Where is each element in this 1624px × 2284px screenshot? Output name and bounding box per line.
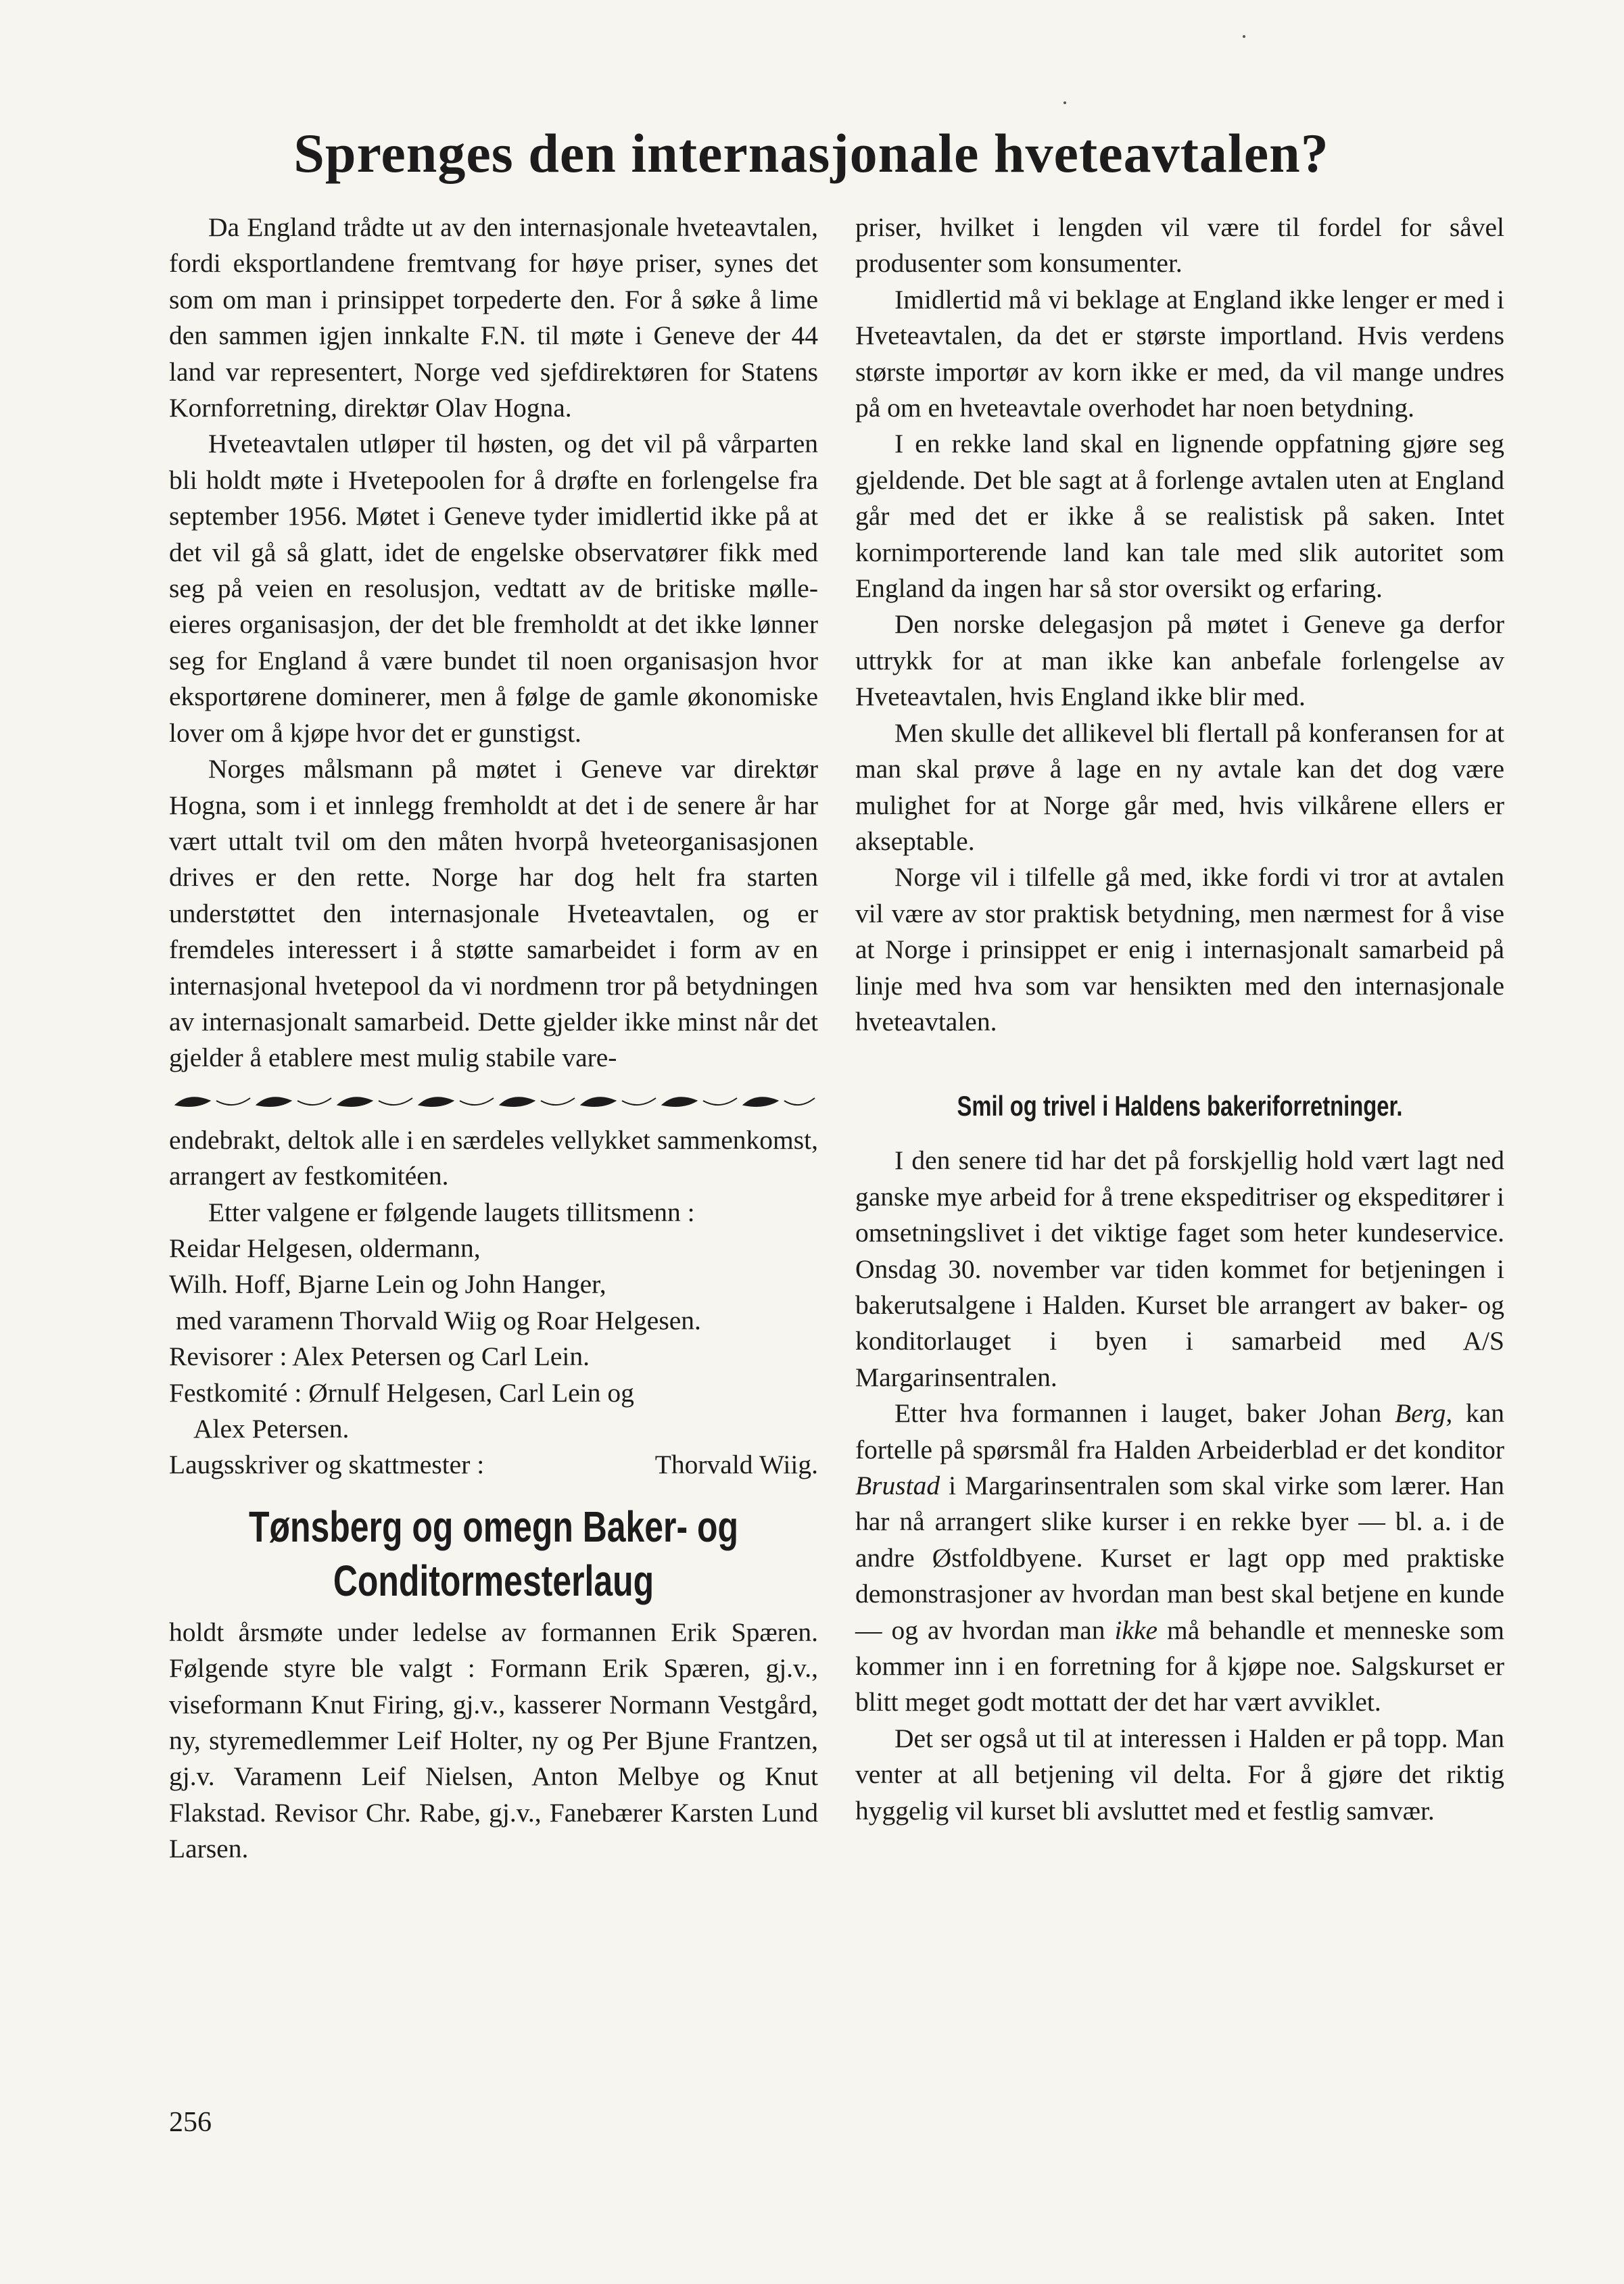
- page-number: 256: [169, 2107, 212, 2138]
- officer-line: Reidar Helgesen, oldermann,: [169, 1233, 481, 1263]
- officer-line: Revisorer : Alex Petersen og Carl Lein.: [169, 1341, 590, 1372]
- text-run: kan fortelle på spørsmål fra Halden Arbeiderblad er det konditor: [855, 1398, 1504, 1465]
- article-paragraph: holdt årsmøte under ledelse av formannen Erik Spæren. Følgende styre ble valgt : Formann Erik Spæren, gj.v., viseformann Knut Firing, gj.v., kasserer Normann Vestgård, ny, styremedlemmer Leif Holter, ny og Per Bjune Frantzen, gj.v. Varamenn Leif Nielsen, Anton Melbye og Knut Flakstad. Revisor Chr. Rabe, gj.v., Fanebærer Karsten Lund Larsen.: [169, 1617, 818, 1864]
- left-column: [169, 210, 818, 1867]
- article-paragraph: priser, hvilket i lengden vil være til fordel for såvel produsenter som konsumenter.: [855, 212, 1504, 279]
- secretary-name: Thorvald Wiig.: [654, 1450, 818, 1480]
- scan-speck: [1064, 101, 1066, 104]
- officer-line: Wilh. Hoff, Bjarne Lein og John Hanger,: [169, 1269, 606, 1300]
- article-paragraph: Norges målsmann på møtet i Geneve var direktør Hogna, som i et innlegg fremholdt at det i de senere år har vært uttalt tvil om den måten hvorpå hveteorganisasjonen drives er den rette. Norge har dog helt fra starten understøttet den internasjonale Hveteavtalen, og er fremdeles interessert i å støtte samarbeidet i form av en internasjonal hvetepool da vi nordmenn tror på betydningen av internasjonalt samarbeid. Dette gjelder ikke minst når det gjelder å etablere mest mulig stabile vare-: [169, 754, 818, 1073]
- article-paragraph: endebrakt, deltok alle i en særdeles vellykket sammenkomst, arrangert av festkomitéen.: [169, 1124, 818, 1191]
- text-run: må behandle et menneske som kommer inn i en forretning for å kjøpe noe. Salgskurset er blitt meget godt mottatt der det har vært avviklet.: [855, 1615, 1504, 1717]
- article-paragraph: Men skulle det allikevel bli flertall på konferansen for at man skal prøve å lage en ny avtale kan det dog være mulighet for at Norge går med, hvis vilkårene ellers er akseptable.: [855, 717, 1504, 856]
- officer-line: med varamenn Thorvald Wiig og Roar Helgesen.: [176, 1305, 701, 1335]
- article-paragraph: Hveteavtalen utløper til høsten, og det vil på vårparten bli holdt møte i Hvetepoolen for å drøfte en forlengelse fra september 1956. Møtet i Geneve tyder imidlertid ikke på at det vil gå så glatt, idet de engelske observatører fikk med seg på veien en resolusjon, vedtatt av de britiske mølle-eieres organisasjon, der det ble fremholdt at det ikke lønner seg for England å være bundet til noen organisasjon hvor eksportørene dominerer, men å følge de gamle økonomiske lover om å kjøpe hvor det er gunstigst.: [169, 429, 818, 748]
- ornament-divider: [169, 1089, 818, 1116]
- name-italic: Berg,: [1395, 1398, 1453, 1429]
- article-paragraph: I en rekke land skal en lignende oppfatning gjøre seg gjeldende. Det ble sagt at å forlenge avtalen uten at England går med det er ikke å se realistisk på saken. Intet kornimporterende land kan tale med slik autoritet som England da ingen har så stor oversikt og erfaring.: [855, 429, 1504, 604]
- section-heading-tonsberg: [241, 1500, 747, 1608]
- name-italic: Brustad: [855, 1471, 940, 1500]
- article-paragraph: Etter valgene er følgende laugets tillitsmenn :: [208, 1197, 695, 1227]
- officer-line: Festkomité : Ørnulf Helgesen, Carl Lein og: [169, 1377, 634, 1408]
- article-paragraph: Norge vil i tilfelle gå med, ikke fordi vi tror at avtalen vil være av stor praktisk betydning, men nærmest for å vise at Norge i prinsippet er enig i internasjonalt samarbeid på linje med hva som var hensikten med den internasjonale hveteavtalen.: [855, 862, 1504, 1037]
- secretary-label: Laugsskriver og skattmester :: [169, 1450, 485, 1480]
- heading-line: Conditormesterlaug: [333, 1556, 654, 1605]
- article-paragraph: Den norske delegasjon på møtet i Geneve ga derfor uttrykk for at man ikke kan anbefale forlengelse av Hveteavtalen, hvis England ikke blir med.: [855, 609, 1504, 712]
- text-run: i Margarinsentralen som skal virke som lærer. Han har nå arrangert slike kurser i en rekke byer — bl. a. i de andre Østfoldbyene. Kurset er lagt opp med praktiske demonstrasjoner av hvordan man best skal betjene en kunde — og av hvordan man: [855, 1471, 1504, 1645]
- article-paragraph: [855, 1396, 1504, 1721]
- scan-speck: [1243, 35, 1245, 38]
- article-paragraph: Det ser også ut til at interessen i Halden er på topp. Man venter at all betjening vil delta. For å gjøre det riktig hyggelig vil kurset bli avsluttet med et festlig samvær.: [855, 1723, 1504, 1826]
- right-column: [855, 210, 1504, 1829]
- article-paragraph: Imidlertid må vi beklage at England ikke lenger er med i Hveteavtalen, da det er største importland. Hvis verdens største importør av korn ikke er med, da vil mange undres på om en hveteavtale overhodet har noen betydning.: [855, 284, 1504, 423]
- article-paragraph: Da England trådte ut av den internasjonale hveteavtalen, fordi eksportlandene fremtvang for høye priser, synes det som om man i prinsippet torpederte den. For å søke å lime den sammen igjen innkalte F.N. til møte i Geneve der 44 land var representert, Norge ved sjefdirektøren for Statens Kornforretning, direktør Olav Hogna.: [169, 212, 818, 423]
- section-heading-halden: Smil og trivel i Haldens bakeriforretninger.: [957, 1090, 1403, 1122]
- article-title: Sprenges den internasjonale hveteavtalen?: [293, 122, 1329, 184]
- text-run: Etter hva formannen i lauget, baker Johan: [894, 1398, 1395, 1429]
- heading-line: Tønsberg og omegn Baker- og: [249, 1502, 738, 1551]
- officer-line: Alex Petersen.: [193, 1414, 350, 1444]
- article-paragraph: I den senere tid har det på forskjellig hold vært lagt ned ganske mye arbeid for å trene ekspeditriser og ekspeditører i omsetningslivet i det viktige faget som heter kundeservice. Onsdag 30. november var tiden kommet for betjeningen i bakerutsalgene i Halden. Kurset ble arrangert av baker- og konditorlauget i byen i samarbeid med A/S Margarinsentralen.: [855, 1145, 1504, 1392]
- emphasis-italic: ikke: [1114, 1615, 1158, 1645]
- secretary-line: [169, 1447, 818, 1483]
